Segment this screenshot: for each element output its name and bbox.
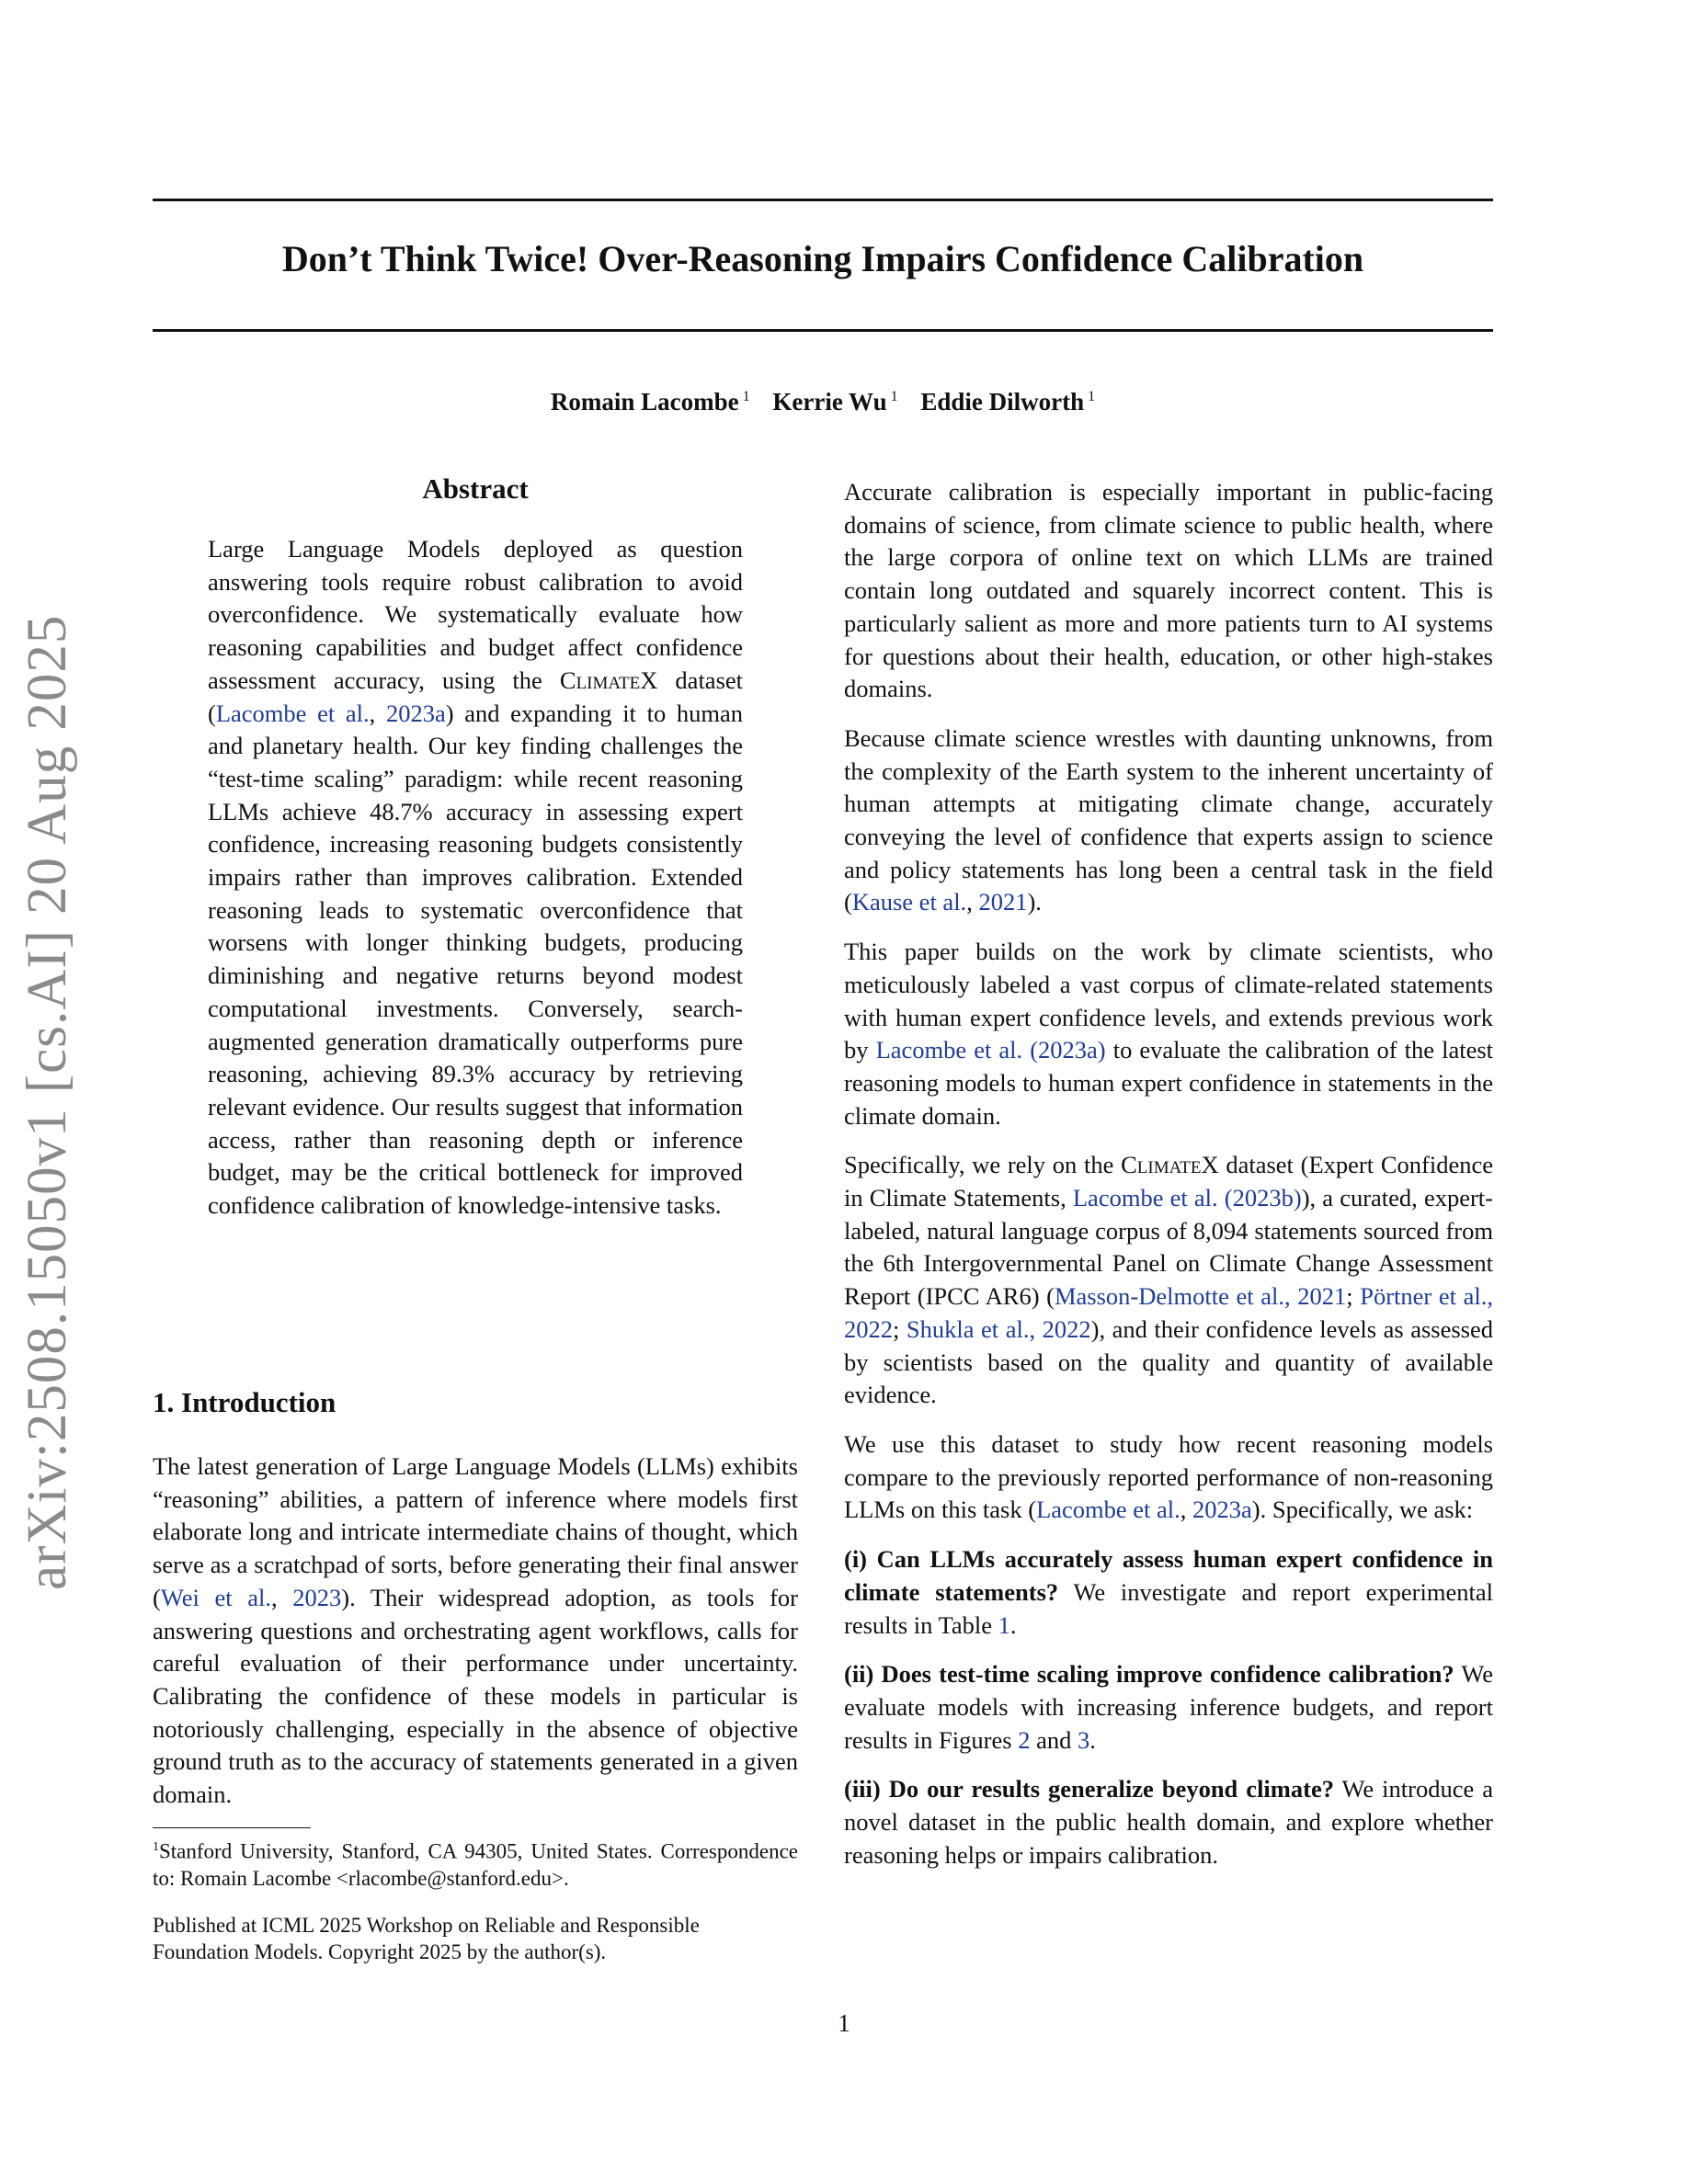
paragraph-climate-unknowns: Because climate science wrestles with daunting unknowns, from the complexity of the Earth system to the inherent uncertainty of human attempts at mitigating climate change, accurately conveying the level of confidence that experts assign to science and policy statements has long been a central task in the field (Kause et al., 2021). [844,723,1493,916]
citation-link[interactable]: Lacombe et al. [1072,1184,1218,1212]
publication-note: Published at ICML 2025 Workshop on Reliable and Responsible Foundation Models. Copyright 2025 by the author(s). [153,1914,700,1963]
citation-link[interactable]: Lacombe et al. [1036,1496,1180,1524]
author-name: Eddie Dilworth [920,388,1085,415]
author-3 [920,388,1095,415]
figure-ref-link[interactable]: 2 [1018,1725,1031,1754]
abstract-body [208,533,743,1223]
author-affiliation-mark: 1 [890,389,898,404]
author-affiliation-mark: 1 [1088,389,1096,404]
question-1: (i) Can LLMs accurately assess human expert confidence in climate statements? We investigate and report experimental results in Table 1. [844,1545,1493,1639]
author-1 [551,388,750,415]
paragraph-research-questions: We use this dataset to study how recent reasoning models compare to the previously reported performance of non-reasoning LLMs on this task (Lacombe et al., 2023a). Specifically, we ask: [844,1429,1493,1524]
table-ref-link[interactable]: 1 [998,1610,1010,1639]
right-column [844,476,1493,1888]
footnote [153,1834,798,1892]
title-rule-bottom [153,329,1493,332]
question-2-title: (ii) Does test-time scaling improve confidence calibration? [844,1660,1454,1689]
paragraph-dataset: Specifically, we rely on the ClimateX dataset (Expert Confidence in Climate Statements, Lacombe et al. (2023b)), a curated, expert-labeled, natural language corpus of 8,094 statements sourced from the 6th Intergovernmental Panel on Climate Change Assessment Report (IPCC AR6) (Masson-Delmotte et al., 2021; Pörtner et al., 2022; Shukla et al., 2022), and their confidence levels as assessed by scientists based on the quality and quantity of available evidence. [844,1151,1493,1409]
footnote-rule [153,1827,311,1828]
author-affiliation-mark: 1 [742,389,750,404]
dataset-name: ClimateX [559,665,658,694]
citation-link[interactable]: 2023 [292,1583,342,1611]
citation-link[interactable]: (2023a) [1030,1036,1106,1064]
author-2 [772,388,897,415]
question-3-title: (iii) Do our results generalize beyond climate? [844,1775,1334,1803]
author-name: Kerrie Wu [772,388,887,415]
author-name: Romain Lacombe [550,388,739,415]
citation-link[interactable]: Wei et al. [160,1583,271,1611]
introduction-paragraph: The latest generation of Large Language Models (LLMs) exhibits “reasoning” abilities, a pattern of inference where models first elaborate long and intricate intermediate chains of thought, which serve as a scratchpad of sorts, before generating their final answer (Wei et al., 2023). Their widespread adoption, as tools for answering questions and orchestrating agent workflows, calls for careful evaluation of their performance under uncertainty. Calibrating the confidence of these models in particular is notoriously challenging, especially in the absence of objective ground truth as to the accuracy of statements generated in a given domain. [153,1452,799,1809]
introduction-heading: 1. Introduction [153,1386,336,1418]
citation-link[interactable]: 2023a [1192,1496,1252,1524]
question-2: (ii) Does test-time scaling improve confidence calibration? We evaluate models with increasing inference budgets, and report results in Figures 2 and 3. [844,1660,1493,1754]
citation-link[interactable]: Lacombe et al. [875,1036,1023,1064]
question-1-title: (i) Can LLMs accurately assess human expert confidence in climate statements? [844,1545,1493,1606]
paper-title: Don’t Think Twice! Over-Reasoning Impairs Confidence Calibration [281,238,1364,279]
citation-link[interactable]: Masson-Delmotte et al., 2021 [1054,1282,1347,1311]
abstract-text: Large Language Models deployed as question answering tools require robust calibration to avoid overconfidence. We systematically evaluate how reasoning capabilities and budget affect confidence assessment accuracy, using the [208,535,743,694]
abstract-text: ) and expanding it to human and planetary health. Our key finding challenges the “test-time scaling” paradigm: while recent reasoning LLMs achieve 48.7% accuracy in assessing expert confidence, increasing reasoning budgets consistently impairs rather than improves calibration. Extended reasoning leads to systematic overconfidence that worsens with longer thinking budgets, producing diminishing and negative returns beyond modest computational investments. Conversely, search-augmented generation dramatically outperforms pure reasoning, achieving 89.3% accuracy by retrieving relevant evidence. Our results suggest that information access, rather than reasoning depth or inference budget, may be the critical bottleneck for improved confidence calibration of knowledge-intensive tasks. [208,699,743,1220]
arxiv-stamp: arXiv:2508.15050v1 [cs.AI] 20 Aug 2025 [17,614,78,1590]
citation-link[interactable]: (2023b) [1224,1184,1302,1212]
author-list [153,388,1493,416]
dataset-name: ClimateX [1121,1151,1219,1179]
citation-link[interactable]: Kause et al. [851,888,967,916]
question-3: (iii) Do our results generalize beyond climate? We introduce a novel dataset in the public health domain, and explore whether reasoning helps or impairs calibration. [844,1775,1493,1869]
abstract-text: dataset ( [208,665,744,727]
citation-link[interactable]: 2021 [978,888,1028,916]
paragraph-builds-on: This paper builds on the work by climate scientists, who meticulously labeled a vast corpus of climate-related statements with human expert confidence levels, and extends previous work by Lacombe et al. (2023a) to evaluate the calibration of the latest reasoning models to human expert confidence in statements in the climate domain. [844,938,1494,1130]
page-number: 1 [838,2009,850,2037]
paragraph-calibration: Accurate calibration is especially important in public-facing domains of science, from climate science to public health, where the large corpora of online text on which LLMs are trained contain long outdated and squarely incorrect content. This is particularly salient as more and more patients turn to AI systems for questions about their health, education, or other high-stakes domains. [844,478,1493,703]
citation-link[interactable]: Shukla et al., 2022 [906,1314,1091,1343]
footnote-text: Stanford University, Stanford, CA 94305, United States. Correspondence to: Romain Lacombe <rlacombe@stanford.edu>. [153,1839,798,1890]
figure-ref-link[interactable]: 3 [1077,1725,1090,1754]
introduction-body [153,1450,798,1812]
citation-link[interactable]: Lacombe et al. [215,699,370,727]
footnote-mark: 1 [153,1840,159,1854]
citation-link[interactable]: Pörtner et al., 2022 [844,1282,1493,1343]
citation-link[interactable]: 2023a [385,699,446,727]
title-rule-top [153,199,1493,201]
abstract-heading: Abstract [422,472,529,505]
abstract-paragraph: Large Language Models deployed as question answering tools require robust calibration to avoid overconfidence. We systematically evaluate how reasoning capabilities and budget affect confidence assessment accuracy, using the ClimateX dataset (Lacombe et al., 2023a) and expanding it to human and planetary health. Our key finding challenges the “test-time scaling” paradigm: while recent reasoning LLMs achieve 48.7% accuracy in assessing expert confidence, increasing reasoning budgets consistently impairs rather than improves calibration. Extended reasoning leads to systematic overconfidence that worsens with longer thinking budgets, producing diminishing and negative returns beyond modest computational investments. Conversely, search-augmented generation dramatically outperforms pure reasoning, achieving 89.3% accuracy by retrieving relevant evidence. Our results suggest that information access, rather than reasoning depth or inference budget, may be the critical bottleneck for improved confidence calibration of knowledge-intensive tasks. [208,535,744,1220]
